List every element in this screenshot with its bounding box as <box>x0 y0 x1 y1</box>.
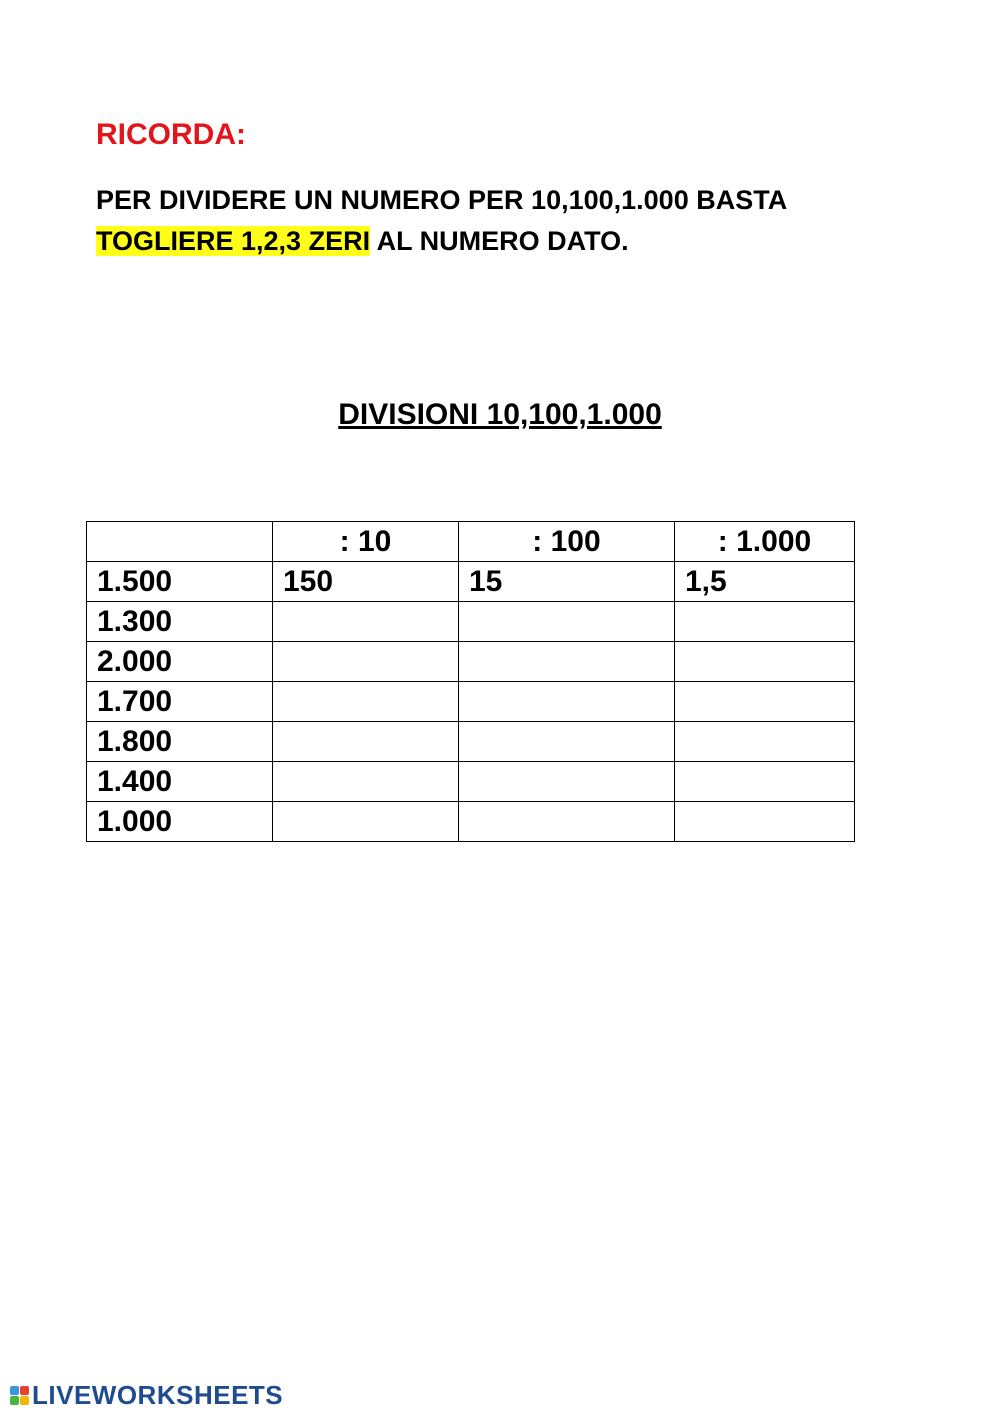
answer-cell-div10[interactable] <box>273 682 459 722</box>
table-row <box>87 602 855 642</box>
header-cell-number <box>87 522 273 562</box>
answer-cell-div10[interactable] <box>273 762 459 802</box>
answer-cell-div1000[interactable] <box>675 802 855 842</box>
answer-cell-div100[interactable] <box>459 802 675 842</box>
answer-cell-div1000[interactable] <box>675 602 855 642</box>
answer-cell-div100[interactable] <box>459 682 675 722</box>
answer-cell-div100[interactable] <box>459 762 675 802</box>
answer-cell-div10[interactable] <box>273 602 459 642</box>
rule-highlight: TOGLIERE 1,2,3 ZERI <box>96 226 371 256</box>
table-row <box>87 562 855 602</box>
answer-cell-div1000[interactable]: 1,5 <box>675 562 855 602</box>
liveworksheets-logo-icon <box>10 1386 29 1405</box>
answer-cell-div1000[interactable] <box>675 682 855 722</box>
answer-cell-div100[interactable] <box>459 642 675 682</box>
division-table <box>86 521 855 842</box>
answer-cell-div10[interactable]: 150 <box>273 562 459 602</box>
number-cell: 2.000 <box>87 642 273 682</box>
number-cell: 1.700 <box>87 682 273 722</box>
liveworksheets-logo <box>10 1380 283 1411</box>
liveworksheets-brand-text: LIVEWORKSHEETS <box>32 1380 284 1410</box>
answer-cell-div1000[interactable] <box>675 642 855 682</box>
header-cell-div10: : 10 <box>273 522 459 562</box>
remember-heading: RICORDA: <box>96 118 246 151</box>
number-cell: 1.000 <box>87 802 273 842</box>
table-row <box>87 802 855 842</box>
table-row <box>87 642 855 682</box>
answer-cell-div10[interactable] <box>273 642 459 682</box>
header-cell-div1000: : 1.000 <box>675 522 855 562</box>
worksheet-title: DIVISIONI 10,100,1.000 <box>338 398 662 431</box>
table-header-row <box>87 522 855 562</box>
answer-cell-div100[interactable] <box>459 722 675 762</box>
rule-text-part1: PER DIVIDERE UN NUMERO PER 10,100,1.000 BASTA <box>96 185 788 215</box>
number-cell: 1.800 <box>87 722 273 762</box>
table-row <box>87 762 855 802</box>
logo-square <box>20 1386 29 1395</box>
number-cell: 1.300 <box>87 602 273 642</box>
answer-cell-div100[interactable]: 15 <box>459 562 675 602</box>
answer-cell-div1000[interactable] <box>675 722 855 762</box>
header-cell-div100: : 100 <box>459 522 675 562</box>
number-cell: 1.500 <box>87 562 273 602</box>
answer-cell-div1000[interactable] <box>675 762 855 802</box>
table-row <box>87 682 855 722</box>
number-cell: 1.400 <box>87 762 273 802</box>
table-row <box>87 722 855 762</box>
answer-cell-div10[interactable] <box>273 802 459 842</box>
logo-square <box>20 1396 29 1405</box>
logo-square <box>10 1386 19 1395</box>
rule-text <box>96 180 896 262</box>
rule-text-part2: AL NUMERO DATO. <box>370 226 629 256</box>
answer-cell-div10[interactable] <box>273 722 459 762</box>
answer-cell-div100[interactable] <box>459 602 675 642</box>
logo-square <box>10 1396 19 1405</box>
